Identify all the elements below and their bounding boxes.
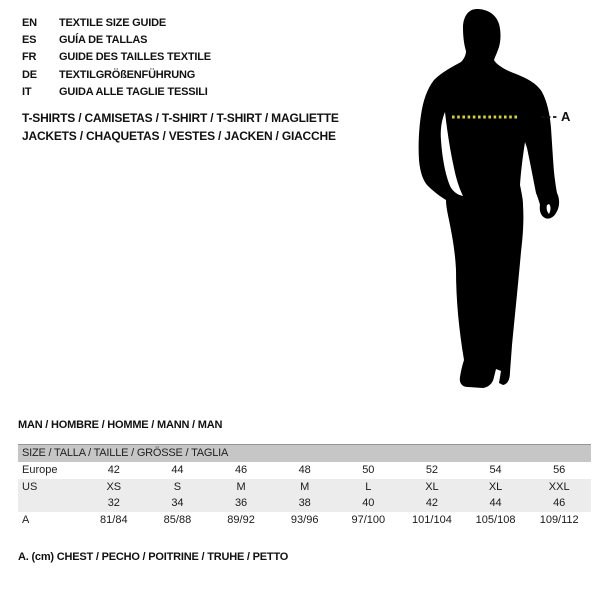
size-cell: L bbox=[365, 480, 372, 493]
table-row bbox=[18, 512, 591, 529]
size-cell: 40 bbox=[362, 497, 375, 510]
size-cell: 46 bbox=[553, 497, 566, 510]
size-cell: 46 bbox=[234, 464, 248, 477]
size-cell: 48 bbox=[298, 464, 311, 477]
size-cell: 85/88 bbox=[163, 513, 192, 526]
size-cell: 32 bbox=[107, 497, 120, 510]
measurement-marker-label: A bbox=[561, 109, 571, 124]
language-label: GUIDA ALLE TAGLIE TESSILI bbox=[59, 85, 208, 98]
language-code: EN bbox=[22, 17, 37, 29]
language-label: TEXTILE SIZE GUIDE bbox=[59, 17, 167, 29]
language-row bbox=[22, 32, 211, 49]
language-code: DE bbox=[22, 68, 37, 81]
size-cell: 109/112 bbox=[539, 513, 579, 526]
size-cell: XXL bbox=[548, 480, 570, 493]
size-cell: XL bbox=[425, 480, 439, 493]
size-table-header: SIZE / TALLA / TAILLE / GRÖSSE / TAGLIA bbox=[18, 444, 591, 462]
size-cell: 56 bbox=[553, 464, 566, 477]
size-table bbox=[18, 444, 591, 528]
size-cell: XL bbox=[488, 480, 503, 493]
size-cell: 38 bbox=[298, 497, 311, 510]
size-cell: 89/92 bbox=[227, 513, 255, 526]
row-label: A bbox=[22, 513, 30, 526]
size-cell: M bbox=[236, 480, 246, 493]
language-label: GUIDE DES TAILLES TEXTILE bbox=[59, 51, 211, 64]
table-row bbox=[18, 495, 591, 512]
size-cell: 44 bbox=[489, 497, 502, 510]
size-cell: M bbox=[300, 480, 310, 493]
language-row bbox=[22, 15, 211, 32]
language-row bbox=[22, 84, 211, 101]
size-cell: 50 bbox=[362, 464, 375, 477]
row-label: Europe bbox=[22, 464, 58, 477]
size-cell: 81/84 bbox=[100, 513, 128, 526]
size-cell: 42 bbox=[425, 497, 439, 510]
measurement-footnote: A. (cm) CHEST / PECHO / POITRINE / TRUHE / PETTO bbox=[18, 551, 289, 563]
size-cell: 44 bbox=[171, 464, 184, 477]
size-table-body bbox=[18, 462, 591, 528]
armpit-gap-notch bbox=[441, 112, 463, 196]
size-cell: 34 bbox=[171, 497, 184, 510]
size-cell: S bbox=[173, 480, 182, 493]
man-silhouette bbox=[419, 9, 560, 388]
table-row bbox=[18, 479, 591, 496]
category-list bbox=[22, 109, 339, 145]
language-list bbox=[22, 15, 211, 101]
category-line: T-SHIRTS / CAMISETAS / T-SHIRT / T-SHIRT / MAGLIETTE bbox=[22, 111, 339, 125]
language-row bbox=[22, 49, 211, 66]
size-cell: 101/104 bbox=[412, 513, 452, 526]
language-code: FR bbox=[22, 51, 37, 64]
language-code: IT bbox=[22, 85, 32, 98]
language-row bbox=[22, 67, 211, 84]
language-code: ES bbox=[22, 34, 37, 47]
row-label: US bbox=[22, 480, 38, 493]
hand-gap-notch bbox=[547, 204, 551, 214]
table-row bbox=[18, 462, 591, 479]
size-cell: 54 bbox=[489, 464, 502, 477]
size-cell: 52 bbox=[425, 464, 439, 477]
category-line: JACKETS / CHAQUETAS / VESTES / JACKEN / GIACCHE bbox=[22, 129, 336, 143]
size-cell: 93/96 bbox=[290, 513, 319, 526]
size-cell: 97/100 bbox=[351, 513, 386, 526]
size-cell: 42 bbox=[107, 464, 120, 477]
language-label: GUÍA DE TALLAS bbox=[59, 34, 148, 47]
size-cell: XS bbox=[106, 480, 122, 493]
size-cell: 36 bbox=[234, 497, 248, 510]
section-title: MAN / HOMBRE / HOMME / MANN / MAN bbox=[18, 419, 223, 431]
language-label: TEXTILGRÖßENFÜHRUNG bbox=[59, 68, 196, 81]
size-cell: 105/108 bbox=[475, 513, 516, 526]
